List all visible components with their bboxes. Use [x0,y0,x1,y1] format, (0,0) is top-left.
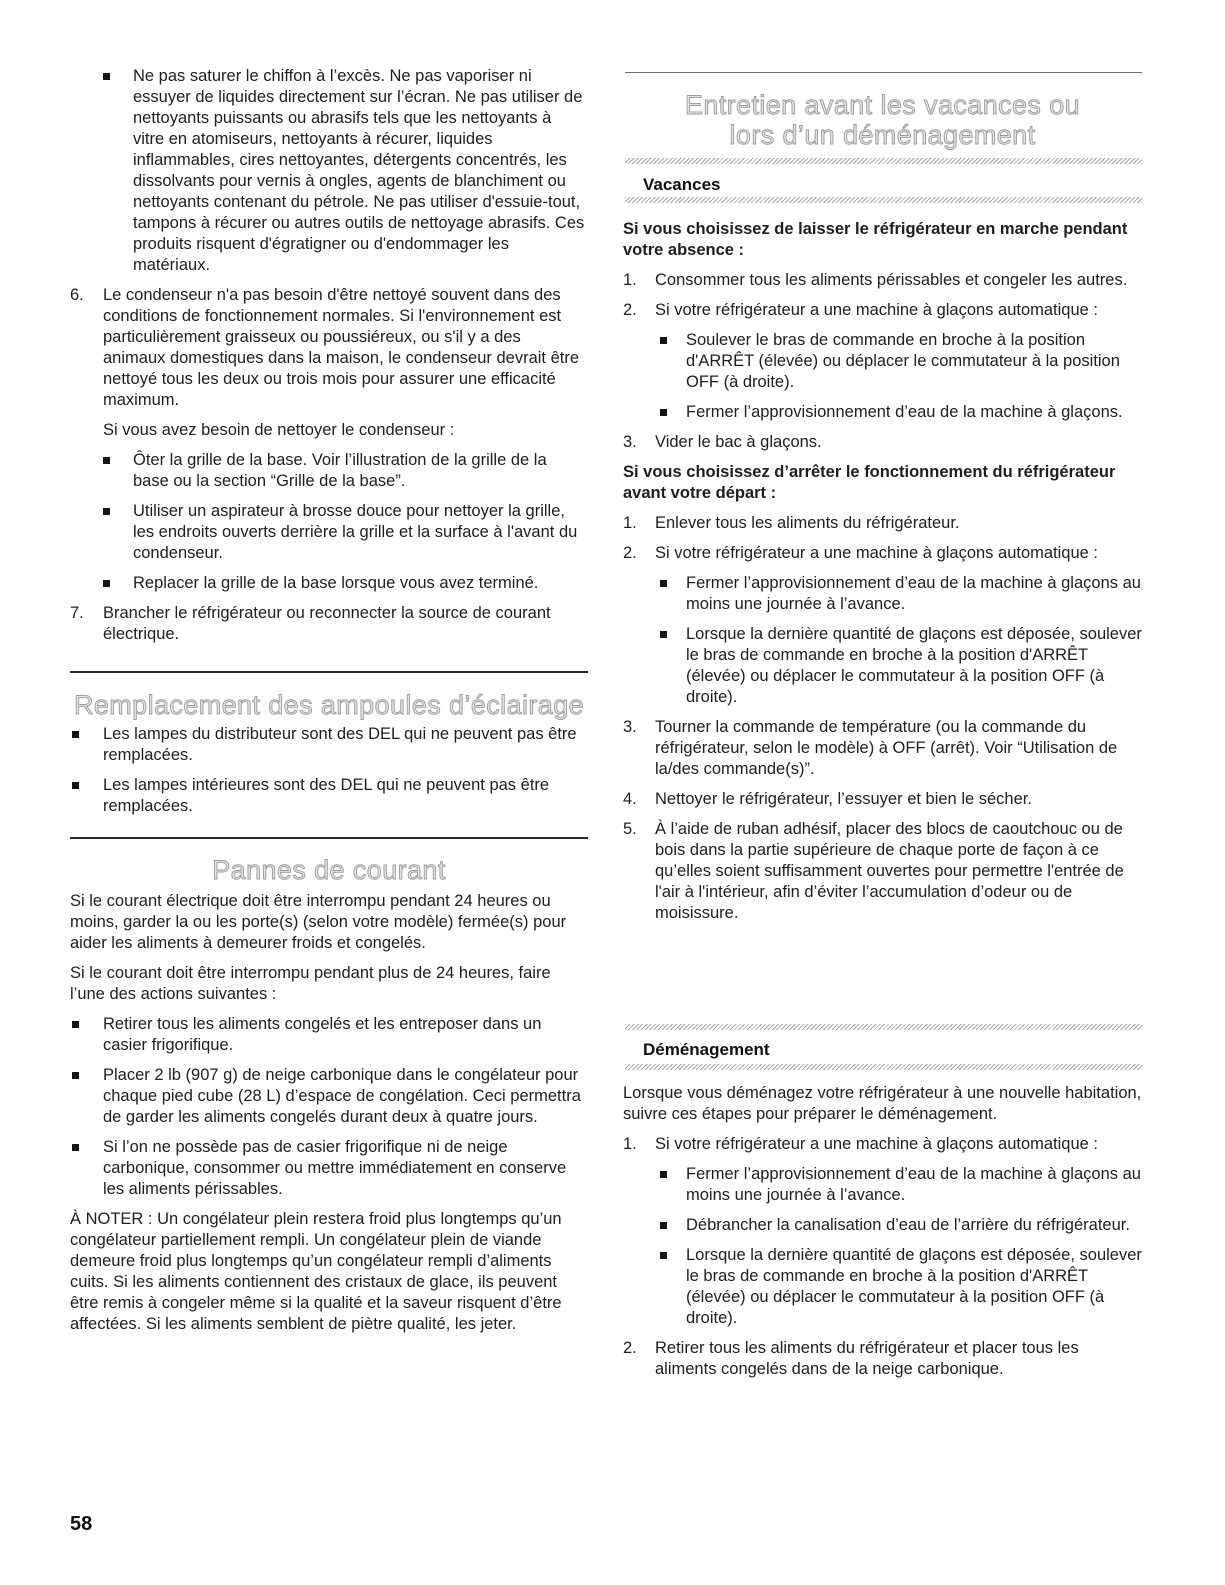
lights-section [70,724,586,826]
list-item [70,724,586,766]
numbered-step [623,270,1142,291]
list-item [655,573,1142,615]
step-text: Le condenseur n'a pas besoin d'être nettoyé souvent dans des conditions de fonctionnement normales. Si l'environnement est particulièrement graisseux ou poussiéreux, ou s'il y a des animaux domestiques dans la maison, le condenseur devrait être nettoyé tous les deux ou trois mois pour assurer une efficacité maximum. [103,286,580,409]
step-number: 1. [623,271,637,289]
section-divider [70,671,588,673]
numbered-step [623,300,1142,423]
bold-lead: Si vous choisissez de laisser le réfrigérateur en marche pendant votre absence : [623,220,1128,259]
list-item [655,624,1142,708]
list-item-text: Utiliser un aspirateur à brosse douce pour nettoyer la grille, les endroits ouverts derrière la grille et la surface à l'avant du condenseur. [133,502,578,562]
numbered-step [623,543,1142,708]
section-divider [625,72,1142,73]
page-number: 58 [70,1513,93,1535]
step-text: Si votre réfrigérateur a une machine à glaçons automatique : [655,1135,1099,1153]
numbered-step [70,603,586,645]
list-item-text: Retirer tous les aliments congelés et les entreposer dans un casier frigorifique. [103,1015,542,1054]
list-item-text: Fermer l’approvisionnement d’eau de la machine à glaçons. [686,403,1123,421]
square-bullet-icon [103,580,110,587]
list-item-text: Soulever le bras de commande en broche à la position d'ARRÊT (élevée) ou déplacer le commutateur à la position OFF (à droite). [686,331,1120,391]
list-item [70,775,586,817]
paragraph: Lorsque vous déménagez votre réfrigérateur à une nouvelle habitation, suivre ces étapes pour préparer le déménagement. [623,1084,1142,1123]
section-heading-power: Pannes de courant [212,855,446,885]
list-item-text: Lorsque la dernière quantité de glaçons est déposée, soulever le bras de commande en broche à la position d'ARRÊT (élevée) ou déplacer le commutateur à la position OFF (à droite). [686,625,1142,706]
paragraph: Si le courant électrique doit être interrompu pendant 24 heures ou moins, garder la ou les porte(s) (selon votre modèle) fermée(s) pour aider les aliments à demeurer froids et congelés. [70,892,567,952]
list-item [655,402,1142,423]
step-text: Enlever tous les aliments du réfrigérateur. [655,514,960,532]
numbered-step [623,1338,1142,1380]
list-item [655,1164,1142,1206]
note-paragraph: À NOTER : Un congélateur plein restera froid plus longtemps qu’un congélateur partiellement rempli. Un congélateur plein de viande demeure froid plus longtemps qu’un congélateur rempli d’aliments cuits. Si les aliments contiennent des cristaux de glace, ils peuvent être remis à congeler même si la qualité et la saveur risquent d’être affectées. Si les aliments semblent de piètre qualité, les jeter. [70,1210,562,1333]
paragraph: Si le courant doit être interrompu pendant plus de 24 heures, faire l’une des actions suivantes : [70,964,551,1003]
section-heading-maintenance-line2: lors d’un déménagement [729,120,1036,150]
step-number: 1. [623,514,637,532]
list-item-text: Replacer la grille de la base lorsque vous avez terminé. [133,574,539,592]
square-bullet-icon [103,457,110,464]
step-text: Retirer tous les aliments du réfrigérateur et placer tous les aliments congelés dans de la neige carbonique. [655,1339,1079,1378]
list-item-text: Les lampes du distributeur sont des DEL qui ne peuvent pas être remplacées. [103,725,577,764]
step-number: 5. [623,820,637,838]
power-section [70,891,586,1344]
numbered-step [623,1134,1142,1329]
list-item [655,330,1142,393]
square-bullet-icon [660,1171,667,1178]
section-divider [70,837,588,839]
list-item [655,1245,1142,1329]
numbered-step [623,789,1142,810]
list-item-text: Lorsque la dernière quantité de glaçons est déposée, soulever le bras de commande en broche à la position d'ARRÊT (élevée) ou déplacer le commutateur à la position OFF (à droite). [686,1246,1142,1327]
square-bullet-icon [660,580,667,587]
square-bullet-icon [72,731,79,738]
list-item-text: Fermer l’approvisionnement d’eau de la machine à glaçons au moins une journée à l’avance. [686,574,1141,613]
list-item-text: Ôter la grille de la base. Voir l’illustration de la grille de la base ou la section “Grille de la base”. [133,451,547,490]
step-number: 3. [623,718,637,736]
list-item-text: Débrancher la canalisation d’eau de l’arrière du réfrigérateur. [686,1216,1130,1234]
step-text: Brancher le réfrigérateur ou reconnecter la source de courant électrique. [103,604,551,643]
list-item [103,573,586,594]
step-text: À l’aide de ruban adhésif, placer des blocs de caoutchouc ou de bois dans la partie supérieure de chaque porte de façon à ce qu’elles soient suffisamment ouvertes pour permettre l'entrée de l'air à l'intérieur, afin d’éviter l’accumulation d’odeur ou de moisissure. [655,820,1124,922]
hatched-band [625,1064,1142,1070]
list-item-text: Placer 2 lb (907 g) de neige carbonique dans le congélateur pour chaque pied cube (28 L) d’espace de congélation. Ceci permettra de garder les aliments congelés durant deux à quatre jours. [103,1066,581,1126]
hatched-band [625,158,1142,164]
list-item [103,450,586,492]
moving-section [623,1083,1142,1389]
step-text: Nettoyer le réfrigérateur, l’essuyer et bien le sécher. [655,790,1032,808]
square-bullet-icon [72,1144,79,1151]
square-bullet-icon [103,508,110,515]
list-item-text: Ne pas saturer le chiffon à l’excès. Ne pas vaporiser ni essuyer de liquides directement sur l’écran. Ne pas utiliser de nettoyants puissants ou abrasifs tels que les nettoyants à vitre en atomiseurs, nettoyants à récurer, liquides inflammables, cires nettoyantes, détergents concentrés, les dissolvants pour vernis à ongles, agents de blanchiment ou nettoyants contenant du pétrole. Ne pas utiliser d'essuie-tout, tampons à récurer ou autres outils de nettoyage abrasifs. Ces produits risquent d'égratigner ou d'endommager les matériaux. [133,67,585,274]
square-bullet-icon [660,631,667,638]
square-bullet-icon [72,1072,79,1079]
subsection-title-moving: Déménagement [643,1040,770,1059]
subsection-title-vacation: Vacances [643,175,721,194]
step-number: 3. [623,433,637,451]
list-item-text: Les lampes intérieures sont des DEL qui ne peuvent pas être remplacées. [103,776,550,815]
step-text: Si votre réfrigérateur a une machine à glaçons automatique : [655,301,1099,319]
list-item [70,1137,586,1200]
list-item [70,1014,586,1056]
square-bullet-icon [72,782,79,789]
step-number: 4. [623,790,637,808]
list-item [655,1215,1142,1236]
step-number: 2. [623,544,637,562]
square-bullet-icon [103,73,110,80]
step-number: 1. [623,1135,637,1153]
square-bullet-icon [660,337,667,344]
step-text: Si votre réfrigérateur a une machine à glaçons automatique : [655,544,1099,562]
square-bullet-icon [660,409,667,416]
step-text: Consommer tous les aliments périssables et congeler les autres. [655,271,1128,289]
list-item [103,501,586,564]
numbered-step [623,819,1142,924]
section-heading-lights: Remplacement des ampoules d’éclairage [73,690,585,720]
square-bullet-icon [660,1222,667,1229]
list-item [70,66,586,276]
square-bullet-icon [72,1021,79,1028]
step-text: Vider le bac à glaçons. [655,433,822,451]
hatched-band [625,1024,1142,1030]
step-number: 2. [623,1339,637,1357]
step-text: Tourner la commande de température (ou la commande du réfrigérateur, selon le modèle) à OFF (arrêt). Voir “Utilisation de la/des commande(s)”. [655,718,1118,778]
hatched-band [625,197,1142,203]
step-number: 6. [70,286,84,304]
step-sub-intro: Si vous avez besoin de nettoyer le condenseur : [103,421,455,439]
numbered-step [623,717,1142,780]
numbered-step [623,513,1142,534]
list-item [70,1065,586,1128]
numbered-step [623,432,1142,453]
bold-lead: Si vous choisissez d’arrêter le fonctionnement du réfrigérateur avant votre départ : [623,463,1116,502]
step-number: 2. [623,301,637,319]
numbered-step [70,285,586,594]
section-heading-maintenance-line1: Entretien avant les vacances ou [684,90,1081,120]
list-item-text: Si l’on ne possède pas de casier frigorifique ni de neige carbonique, consommer ou mettre immédiatement en conserve les aliments périssables. [103,1138,567,1198]
step-number: 7. [70,604,84,622]
square-bullet-icon [660,1252,667,1259]
vacation-section [623,219,1142,933]
left-cleaning-continuation [70,66,586,654]
list-item-text: Fermer l’approvisionnement d’eau de la machine à glaçons au moins une journée à l’avance. [686,1165,1141,1204]
